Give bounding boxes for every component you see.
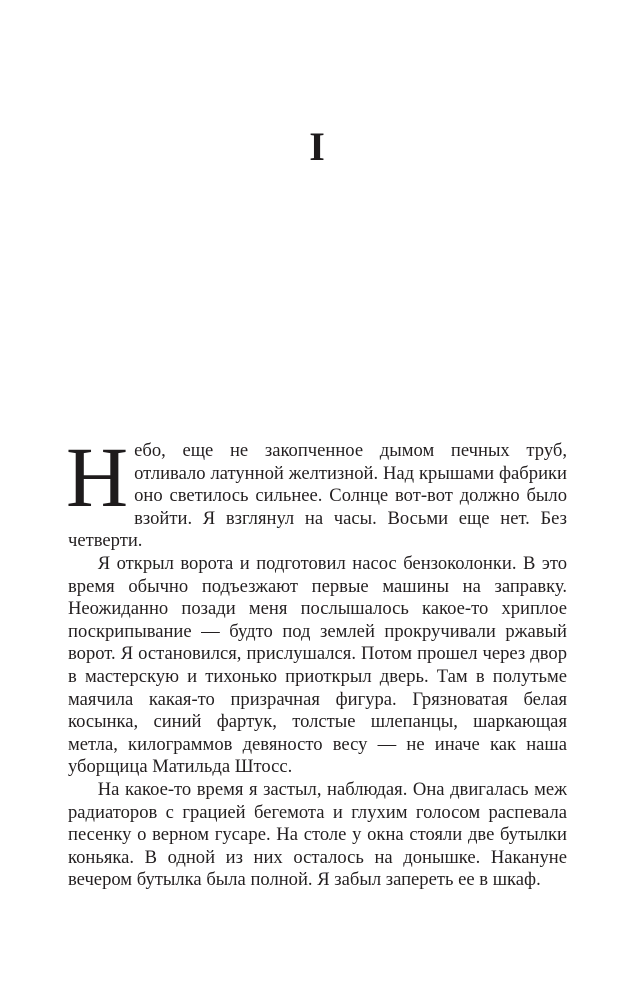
- chapter-text: [66, 429, 567, 892]
- drop-cap: Н: [66, 429, 129, 525]
- paragraph-1: [66, 429, 567, 553]
- chapter-number: I: [309, 124, 325, 169]
- paragraph-2: Я открыл ворота и подготовил насос бензоколонки. В это время обычно подъезжают первые машины на заправку. Неожиданно позади меня послышалось какое-то хриплое поскрипывание — будто под землей прокручивали ржавый ворот. Я остановился, прислушался. Потом прошел через двор в мастерскую и тихонько приоткрыл дверь. Там в полутьме маячила какая-то призрачная фигура. Грязноватая белая косынка, синий фартук, толстые шлепанцы, шаркающая метла, килограммов девяносто весу — не иначе как наша уборщица Матильда Штосс.: [68, 552, 567, 778]
- paragraph-1-text: ебо, еще не закопченное дымом печных труб, отливало латунной желтизной. Над крышами фабрики оно светилось сильнее. Солнце вот-вот должно было взойти. Я взглянул на часы. Восьми еще нет. Без четверти.: [68, 440, 567, 552]
- paragraph-3: На какое-то время я застыл, наблюдая. Она двигалась меж радиаторов с грацией бегемота и глухим голосом распевала песенку о верном гусаре. На столе у окна стояли две бутылки коньяка. В одной из них осталось на донышке. Накануне вечером бутылка была полной. Я забыл запереть ее в шкаф.: [68, 778, 567, 891]
